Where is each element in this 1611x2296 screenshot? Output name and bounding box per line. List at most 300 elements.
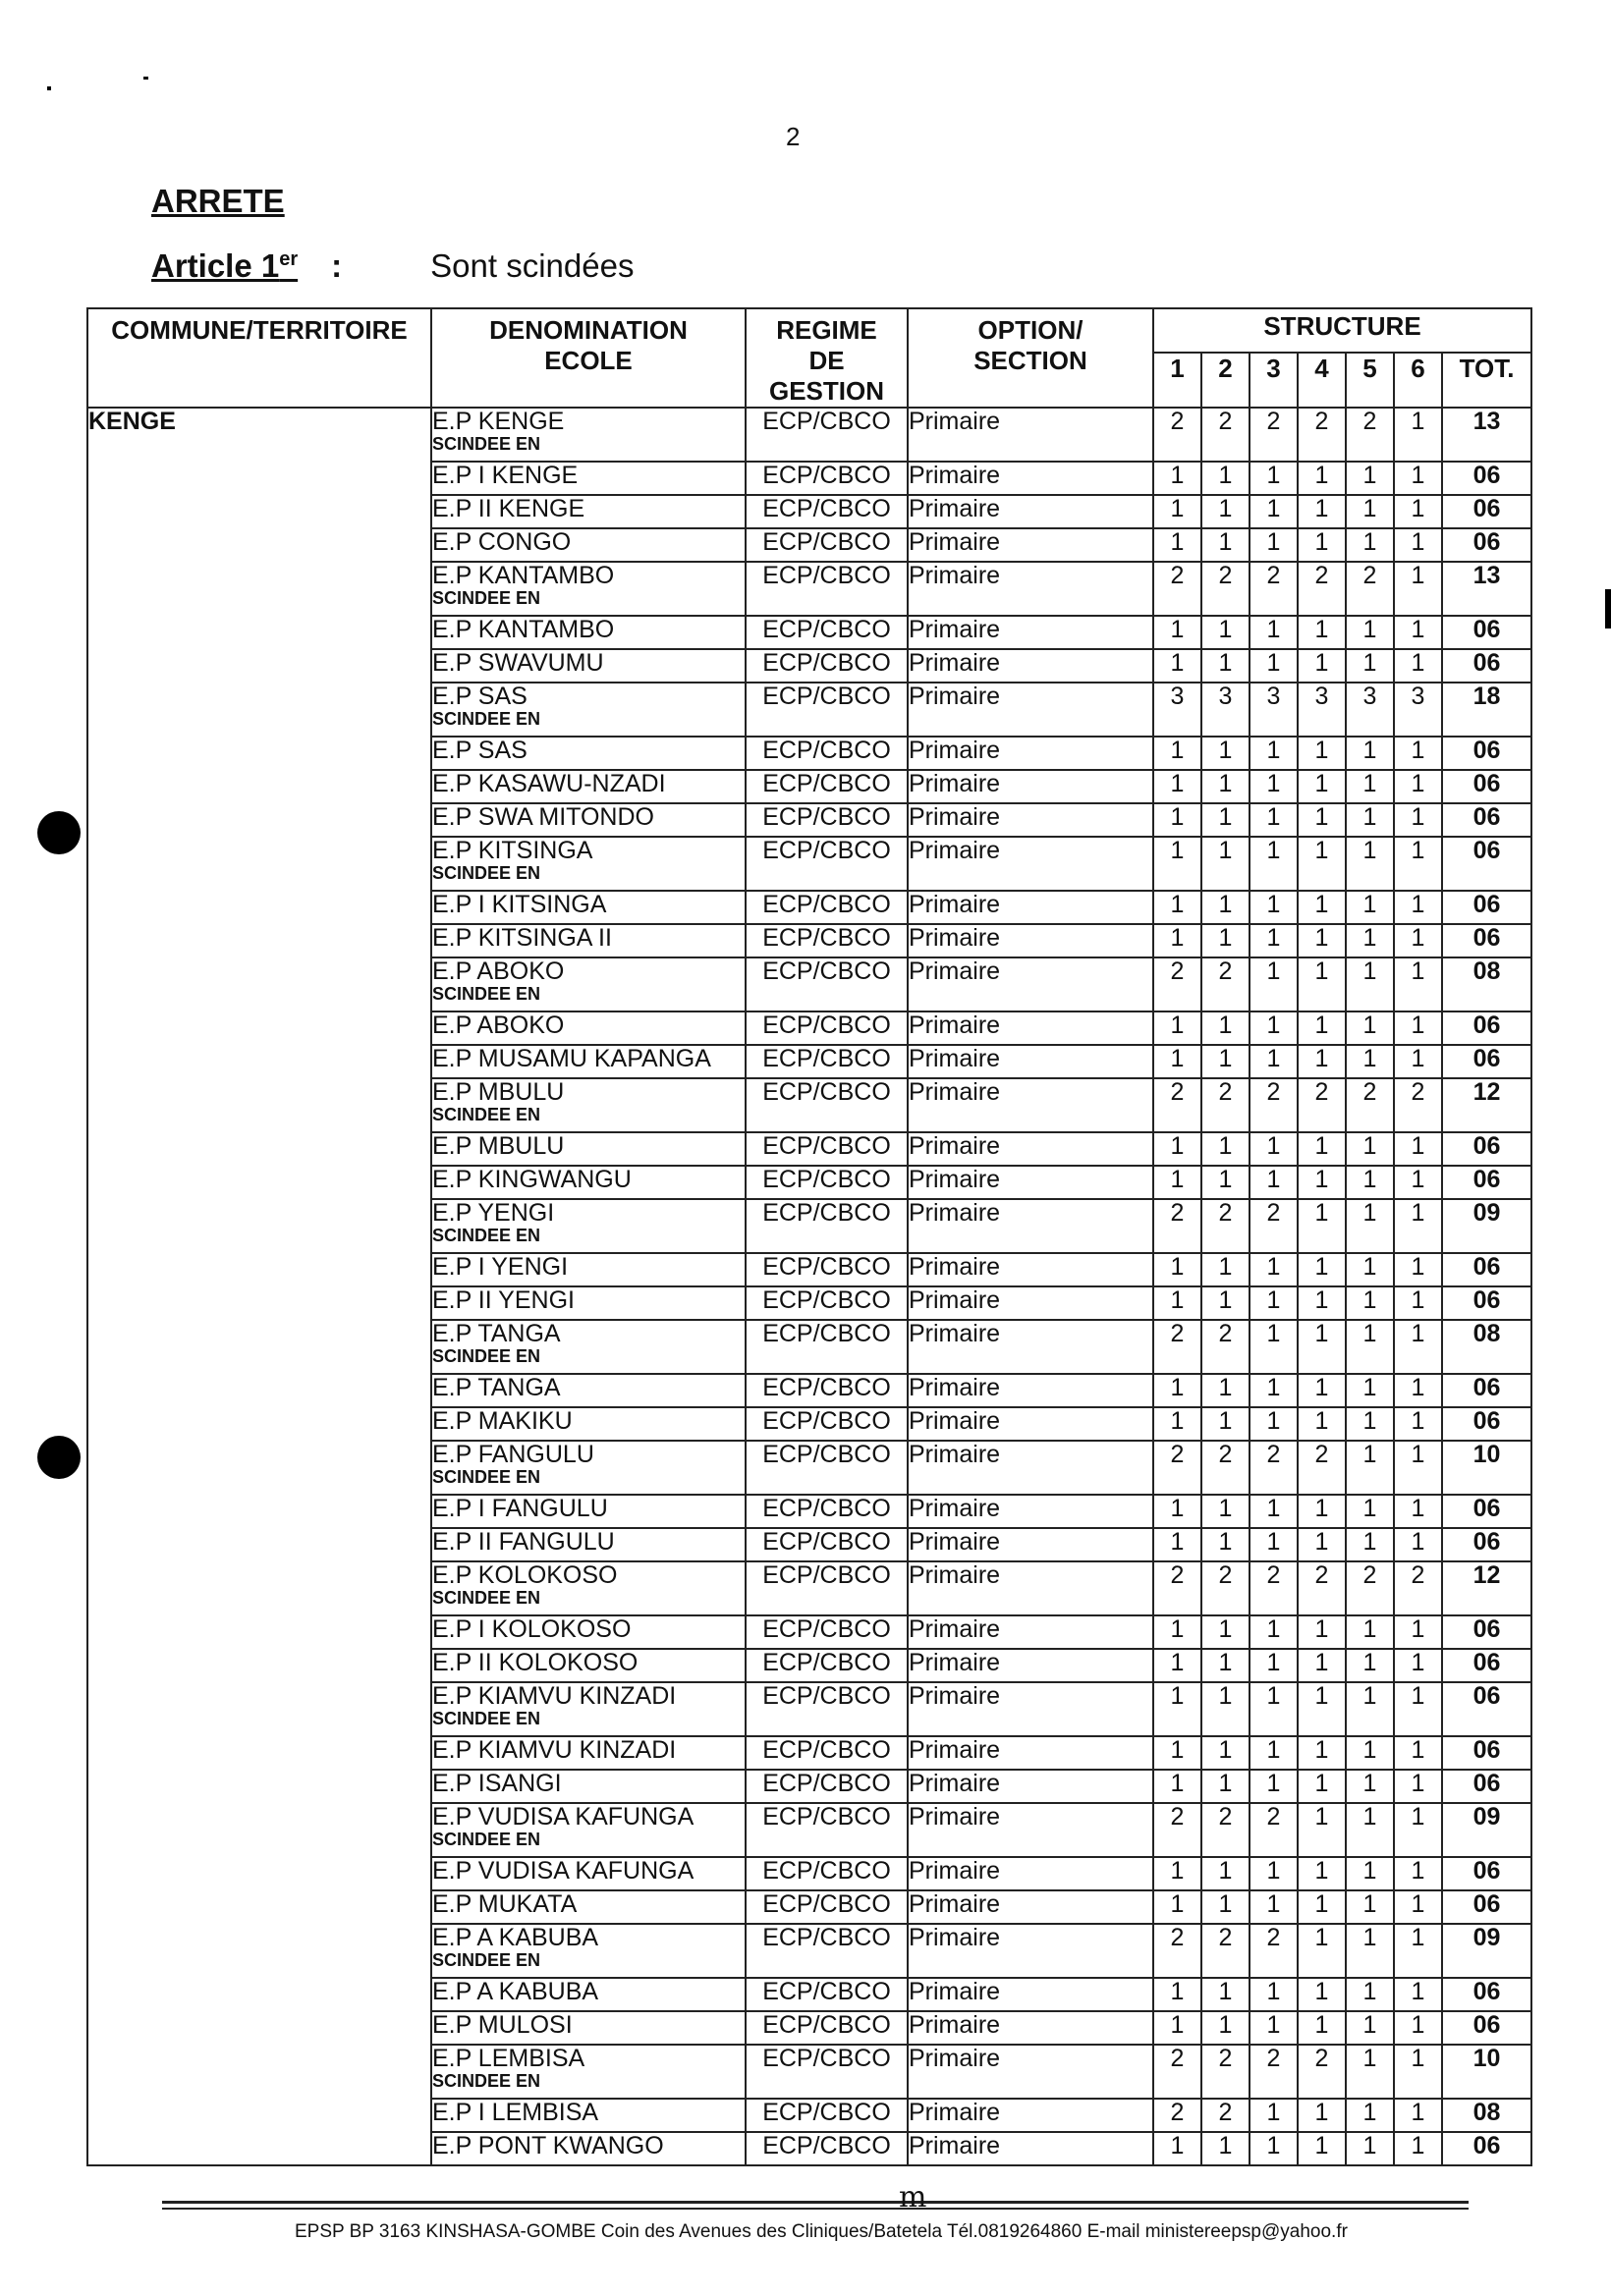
scindee-label: SCINDEE EN [432,984,541,1004]
regime-cell: ECP/CBCO [746,957,908,1011]
class-1-cell: 2 [1153,2099,1201,2132]
option-cell: Primaire [908,1441,1153,1495]
class-3-cell: 2 [1250,1924,1298,1978]
option-cell: Primaire [908,1078,1153,1132]
class-6-cell: 1 [1394,1441,1442,1495]
option-cell: Primaire [908,1011,1153,1045]
article-line [151,247,634,285]
option-cell: Primaire [908,1132,1153,1166]
class-3-cell: 1 [1250,2099,1298,2132]
class-2-cell: 1 [1201,803,1250,837]
school-name: E.P MUSAMU KAPANGA [432,1045,711,1072]
class-4-cell: 2 [1298,562,1346,616]
class-2-cell: 1 [1201,1978,1250,2011]
class-2-cell: 1 [1201,1890,1250,1924]
class-1-cell: 2 [1153,408,1201,462]
regime-cell: ECP/CBCO [746,462,908,495]
class-2-cell: 1 [1201,770,1250,803]
class-3-cell: 1 [1250,1253,1298,1286]
option-cell: Primaire [908,562,1153,616]
class-4-cell: 1 [1298,528,1346,562]
option-cell: Primaire [908,1253,1153,1286]
total-cell: 06 [1442,803,1531,837]
school-name-cell [431,2132,746,2165]
school-name: E.P TANGA [432,1374,561,1401]
school-name: E.P II KENGE [432,495,585,522]
school-name: E.P SWAVUMU [432,649,604,677]
school-name-cell [431,891,746,924]
option-cell: Primaire [908,528,1153,562]
class-1-cell: 1 [1153,1528,1201,1561]
class-3-cell: 1 [1250,528,1298,562]
school-name: E.P ISANGI [432,1770,562,1797]
class-2-cell: 2 [1201,1924,1250,1978]
total-cell: 06 [1442,770,1531,803]
school-name: E.P MAKIKU [432,1407,573,1435]
class-6-cell: 1 [1394,837,1442,891]
class-1-cell: 1 [1153,924,1201,957]
schools-table [86,307,1532,2166]
class-1-cell: 1 [1153,1045,1201,1078]
scindee-label: SCINDEE EN [432,1346,541,1366]
option-cell: Primaire [908,495,1153,528]
class-6-cell: 2 [1394,1561,1442,1615]
class-3-cell: 2 [1250,1078,1298,1132]
class-5-cell: 1 [1346,2011,1394,2045]
total-cell: 06 [1442,649,1531,683]
class-3-cell: 1 [1250,1615,1298,1649]
regime-cell: ECP/CBCO [746,770,908,803]
class-1-cell: 1 [1153,1407,1201,1441]
school-name-cell [431,803,746,837]
option-cell: Primaire [908,1166,1153,1199]
class-5-cell: 1 [1346,891,1394,924]
class-3-cell: 1 [1250,1736,1298,1770]
class-2-cell: 1 [1201,462,1250,495]
class-1-cell: 1 [1153,770,1201,803]
class-4-cell: 1 [1298,1166,1346,1199]
option-cell: Primaire [908,2132,1153,2165]
header-class-1: 1 [1153,353,1201,408]
class-5-cell: 1 [1346,1045,1394,1078]
scan-speck [143,77,148,80]
school-name-cell [431,1286,746,1320]
class-6-cell: 1 [1394,1011,1442,1045]
class-6-cell: 1 [1394,1253,1442,1286]
school-name-cell [431,562,746,616]
option-cell: Primaire [908,1803,1153,1857]
class-2-cell: 1 [1201,1857,1250,1890]
class-6-cell: 1 [1394,408,1442,462]
class-1-cell: 1 [1153,616,1201,649]
class-2-cell: 2 [1201,1803,1250,1857]
class-6-cell: 1 [1394,803,1442,837]
class-5-cell: 1 [1346,1682,1394,1736]
class-5-cell: 1 [1346,924,1394,957]
school-name: E.P MULOSI [432,2011,573,2039]
regime-cell: ECP/CBCO [746,495,908,528]
class-1-cell: 1 [1153,495,1201,528]
class-4-cell: 2 [1298,408,1346,462]
class-4-cell: 1 [1298,1407,1346,1441]
school-name-cell [431,528,746,562]
class-2-cell: 1 [1201,1132,1250,1166]
regime-cell: ECP/CBCO [746,1924,908,1978]
school-name-cell [431,1736,746,1770]
school-name-cell [431,1857,746,1890]
class-6-cell: 1 [1394,1132,1442,1166]
class-2-cell: 2 [1201,562,1250,616]
scindee-label: SCINDEE EN [432,1830,541,1849]
class-1-cell: 2 [1153,957,1201,1011]
class-1-cell: 1 [1153,1132,1201,1166]
class-6-cell: 1 [1394,495,1442,528]
school-name-cell [431,495,746,528]
class-6-cell: 1 [1394,1803,1442,1857]
total-cell: 09 [1442,1199,1531,1253]
class-6-cell: 1 [1394,462,1442,495]
class-3-cell: 1 [1250,1495,1298,1528]
class-5-cell: 1 [1346,616,1394,649]
header-class-5: 5 [1346,353,1394,408]
header-class-6: 6 [1394,353,1442,408]
class-6-cell: 1 [1394,528,1442,562]
regime-cell: ECP/CBCO [746,803,908,837]
class-1-cell: 1 [1153,1857,1201,1890]
school-name-cell [431,1078,746,1132]
article-text: Sont scindées [430,247,635,284]
class-3-cell: 1 [1250,803,1298,837]
class-3-cell: 1 [1250,616,1298,649]
class-1-cell: 1 [1153,649,1201,683]
option-cell: Primaire [908,924,1153,957]
school-name: E.P PONT KWANGO [432,2132,664,2159]
regime-cell: ECP/CBCO [746,2132,908,2165]
school-name: E.P A KABUBA [432,1924,599,1951]
class-6-cell: 1 [1394,1320,1442,1374]
regime-cell: ECP/CBCO [746,649,908,683]
article-label: Article 1er [151,247,299,284]
class-6-cell: 1 [1394,770,1442,803]
regime-cell: ECP/CBCO [746,1199,908,1253]
class-5-cell: 2 [1346,1078,1394,1132]
class-4-cell: 1 [1298,770,1346,803]
regime-cell: ECP/CBCO [746,2011,908,2045]
school-name-cell [431,837,746,891]
school-name: E.P CONGO [432,528,572,556]
option-cell: Primaire [908,770,1153,803]
school-name: E.P KENGE [432,408,565,435]
total-cell: 06 [1442,837,1531,891]
option-cell: Primaire [908,957,1153,1011]
total-cell: 12 [1442,1561,1531,1615]
class-5-cell: 1 [1346,957,1394,1011]
class-6-cell: 1 [1394,2099,1442,2132]
class-5-cell: 2 [1346,408,1394,462]
class-5-cell: 1 [1346,1736,1394,1770]
regime-cell: ECP/CBCO [746,528,908,562]
class-2-cell: 2 [1201,1320,1250,1374]
class-1-cell: 2 [1153,1561,1201,1615]
total-cell: 08 [1442,957,1531,1011]
total-cell: 06 [1442,1649,1531,1682]
total-cell: 06 [1442,1407,1531,1441]
option-cell: Primaire [908,1320,1153,1374]
scindee-label: SCINDEE EN [432,1588,541,1608]
class-3-cell: 2 [1250,2045,1298,2099]
class-4-cell: 2 [1298,1561,1346,1615]
regime-cell: ECP/CBCO [746,1011,908,1045]
class-3-cell: 1 [1250,837,1298,891]
class-5-cell: 1 [1346,1166,1394,1199]
total-cell: 06 [1442,2132,1531,2165]
option-cell: Primaire [908,1978,1153,2011]
class-2-cell: 1 [1201,1166,1250,1199]
school-name: E.P II FANGULU [432,1528,615,1556]
school-name-cell [431,649,746,683]
class-3-cell: 2 [1250,408,1298,462]
school-name: E.P I FANGULU [432,1495,608,1522]
class-5-cell: 1 [1346,803,1394,837]
class-2-cell: 1 [1201,1011,1250,1045]
class-4-cell: 1 [1298,924,1346,957]
class-1-cell: 3 [1153,683,1201,737]
class-5-cell: 3 [1346,683,1394,737]
class-1-cell: 2 [1153,1078,1201,1132]
total-cell: 06 [1442,1045,1531,1078]
class-3-cell: 1 [1250,957,1298,1011]
class-1-cell: 1 [1153,1253,1201,1286]
class-3-cell: 1 [1250,1166,1298,1199]
total-cell: 13 [1442,408,1531,462]
school-name-cell [431,1803,746,1857]
class-4-cell: 1 [1298,1528,1346,1561]
regime-cell: ECP/CBCO [746,562,908,616]
class-3-cell: 1 [1250,770,1298,803]
school-name: E.P KASAWU-NZADI [432,770,666,797]
class-2-cell: 2 [1201,957,1250,1011]
class-2-cell: 3 [1201,683,1250,737]
class-4-cell: 1 [1298,837,1346,891]
class-3-cell: 1 [1250,495,1298,528]
school-name-cell [431,616,746,649]
option-cell: Primaire [908,1407,1153,1441]
class-2-cell: 1 [1201,1682,1250,1736]
option-cell: Primaire [908,1615,1153,1649]
regime-cell: ECP/CBCO [746,1978,908,2011]
option-cell: Primaire [908,1495,1153,1528]
class-4-cell: 3 [1298,683,1346,737]
option-cell: Primaire [908,1528,1153,1561]
class-4-cell: 1 [1298,1649,1346,1682]
class-2-cell: 1 [1201,1615,1250,1649]
class-5-cell: 1 [1346,1495,1394,1528]
class-1-cell: 1 [1153,1286,1201,1320]
school-name: E.P I YENGI [432,1253,569,1281]
class-5-cell: 1 [1346,1199,1394,1253]
school-name: E.P ABOKO [432,957,565,985]
total-cell: 06 [1442,1495,1531,1528]
regime-cell: ECP/CBCO [746,1615,908,1649]
regime-cell: ECP/CBCO [746,924,908,957]
class-5-cell: 1 [1346,1011,1394,1045]
option-cell: Primaire [908,616,1153,649]
class-2-cell: 1 [1201,837,1250,891]
header-class-4: 4 [1298,353,1346,408]
class-1-cell: 2 [1153,2045,1201,2099]
class-2-cell: 1 [1201,528,1250,562]
school-name-cell [431,1374,746,1407]
class-5-cell: 1 [1346,495,1394,528]
class-5-cell: 1 [1346,2045,1394,2099]
class-2-cell: 1 [1201,1253,1250,1286]
class-5-cell: 1 [1346,2099,1394,2132]
total-cell: 06 [1442,1615,1531,1649]
total-cell: 06 [1442,1978,1531,2011]
total-cell: 10 [1442,2045,1531,2099]
class-1-cell: 1 [1153,1978,1201,2011]
class-3-cell: 2 [1250,1199,1298,1253]
class-1-cell: 1 [1153,1495,1201,1528]
class-4-cell: 1 [1298,1924,1346,1978]
class-2-cell: 2 [1201,2099,1250,2132]
option-cell: Primaire [908,1649,1153,1682]
class-2-cell: 1 [1201,1286,1250,1320]
school-name-cell [431,1770,746,1803]
class-3-cell: 1 [1250,1528,1298,1561]
class-6-cell: 1 [1394,1407,1442,1441]
scan-speck [47,86,51,90]
school-name-cell [431,924,746,957]
class-5-cell: 1 [1346,528,1394,562]
total-cell: 06 [1442,1736,1531,1770]
total-cell: 06 [1442,891,1531,924]
class-4-cell: 1 [1298,1890,1346,1924]
class-6-cell: 1 [1394,737,1442,770]
class-2-cell: 2 [1201,408,1250,462]
footer-rule [162,2201,1469,2204]
class-2-cell: 1 [1201,2011,1250,2045]
total-cell: 09 [1442,1803,1531,1857]
school-name-cell [431,1682,746,1736]
schools-table-body [87,408,1531,2165]
regime-cell: ECP/CBCO [746,1320,908,1374]
option-cell: Primaire [908,2045,1153,2099]
table-row [87,408,1531,462]
class-5-cell: 1 [1346,1615,1394,1649]
header-regime: REGIME DE GESTION [746,308,908,408]
class-1-cell: 2 [1153,1924,1201,1978]
class-3-cell: 1 [1250,462,1298,495]
class-3-cell: 1 [1250,737,1298,770]
total-cell: 18 [1442,683,1531,737]
class-6-cell: 1 [1394,1528,1442,1561]
class-2-cell: 1 [1201,737,1250,770]
class-1-cell: 1 [1153,891,1201,924]
option-cell: Primaire [908,1374,1153,1407]
header-class-2: 2 [1201,353,1250,408]
regime-cell: ECP/CBCO [746,1890,908,1924]
school-name: E.P FANGULU [432,1441,594,1468]
class-1-cell: 1 [1153,1011,1201,1045]
class-3-cell: 1 [1250,1682,1298,1736]
class-6-cell: 1 [1394,1924,1442,1978]
class-4-cell: 1 [1298,1011,1346,1045]
scindee-label: SCINDEE EN [432,1950,541,1970]
class-3-cell: 1 [1250,649,1298,683]
class-3-cell: 1 [1250,1857,1298,1890]
scindee-label: SCINDEE EN [432,588,541,608]
option-cell: Primaire [908,649,1153,683]
regime-cell: ECP/CBCO [746,1857,908,1890]
total-cell: 06 [1442,1770,1531,1803]
scindee-label: SCINDEE EN [432,1105,541,1124]
class-5-cell: 1 [1346,1320,1394,1374]
option-cell: Primaire [908,1561,1153,1615]
school-name-cell [431,1045,746,1078]
school-name: E.P KOLOKOSO [432,1561,618,1589]
header-structure: STRUCTURE [1153,308,1531,353]
regime-cell: ECP/CBCO [746,1132,908,1166]
article-colon: : [331,247,343,284]
regime-cell: ECP/CBCO [746,408,908,462]
scindee-label: SCINDEE EN [432,434,541,454]
school-name-cell [431,683,746,737]
class-6-cell: 1 [1394,1736,1442,1770]
school-name-cell [431,1890,746,1924]
class-2-cell: 1 [1201,1374,1250,1407]
option-cell: Primaire [908,1890,1153,1924]
school-name-cell [431,1199,746,1253]
class-3-cell: 1 [1250,1407,1298,1441]
class-3-cell: 1 [1250,1890,1298,1924]
class-5-cell: 2 [1346,562,1394,616]
option-cell: Primaire [908,462,1153,495]
class-1-cell: 1 [1153,1166,1201,1199]
commune-cell: KENGE [87,408,431,2165]
class-5-cell: 1 [1346,1132,1394,1166]
school-name: E.P I KENGE [432,462,579,489]
class-1-cell: 2 [1153,562,1201,616]
class-6-cell: 1 [1394,1199,1442,1253]
school-name-cell [431,1407,746,1441]
school-name: E.P II YENGI [432,1286,575,1314]
class-3-cell: 1 [1250,1374,1298,1407]
punch-hole-bottom [37,1436,81,1479]
class-2-cell: 1 [1201,1770,1250,1803]
class-2-cell: 2 [1201,1199,1250,1253]
class-3-cell: 1 [1250,924,1298,957]
class-5-cell: 2 [1346,1561,1394,1615]
regime-cell: ECP/CBCO [746,1166,908,1199]
regime-cell: ECP/CBCO [746,1803,908,1857]
class-4-cell: 1 [1298,495,1346,528]
class-5-cell: 1 [1346,1374,1394,1407]
regime-cell: ECP/CBCO [746,683,908,737]
regime-cell: ECP/CBCO [746,2045,908,2099]
class-2-cell: 2 [1201,2045,1250,2099]
total-cell: 06 [1442,2011,1531,2045]
total-cell: 06 [1442,616,1531,649]
header-total: TOT. [1442,353,1531,408]
article-superscript: er [279,248,299,270]
total-cell: 06 [1442,1011,1531,1045]
total-cell: 12 [1442,1078,1531,1132]
class-3-cell: 1 [1250,2011,1298,2045]
class-6-cell: 1 [1394,1615,1442,1649]
class-6-cell: 1 [1394,1649,1442,1682]
scindee-label: SCINDEE EN [432,863,541,883]
